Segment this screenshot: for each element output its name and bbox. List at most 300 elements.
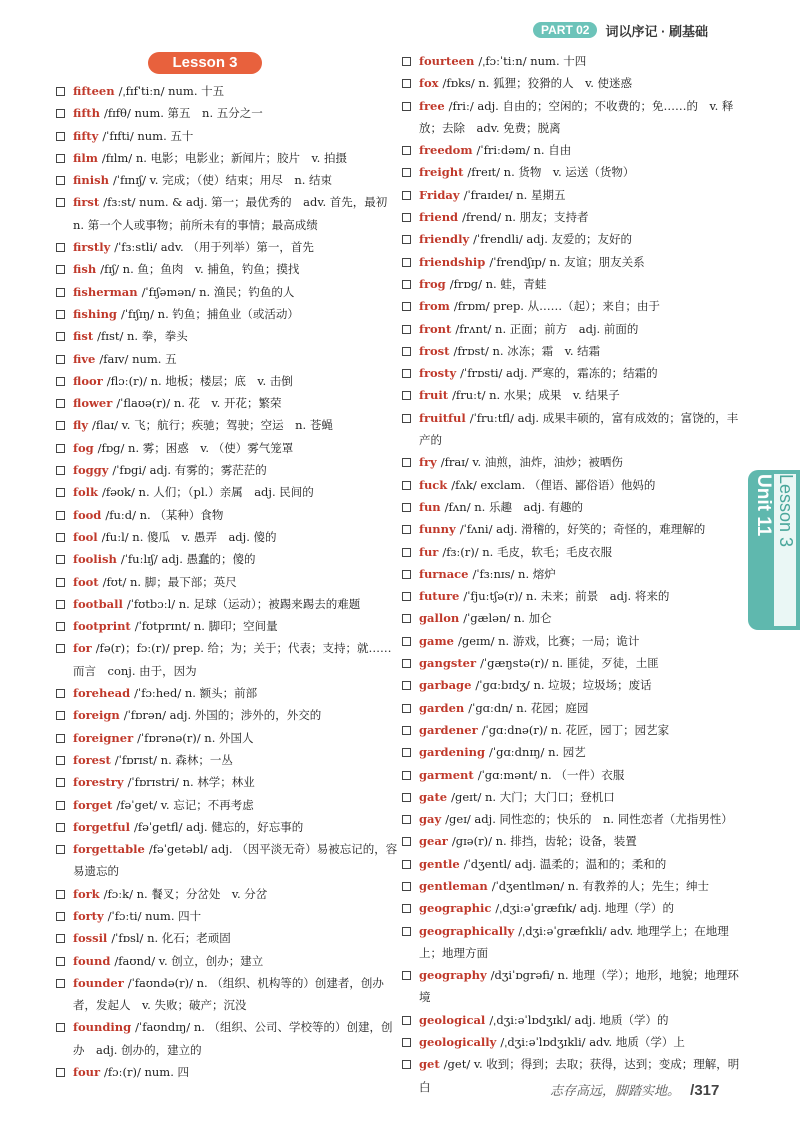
- definition: /dʒiˈɒgrəfi/ n. 地理（学）；地形，地貌；地理环境: [419, 968, 739, 1005]
- definition: /ˈfuːlɪʃ/ adj. 愚蠢的；傻的: [120, 552, 256, 567]
- vocab-entry: [402, 697, 747, 719]
- vocab-entry: [402, 50, 747, 72]
- checkbox-icon[interactable]: [402, 927, 411, 936]
- headword: frost: [419, 343, 450, 358]
- headword: garment: [419, 767, 474, 782]
- headword: film: [73, 150, 98, 165]
- definition: /ˈfaʊndə(r)/ n. （组织、机构等的）创建者，创办者，发起人 v. 失败；破产；沉没: [73, 975, 384, 1013]
- definition: /ˈfɪfti/ num. 五十: [102, 128, 194, 143]
- definition: /flaɪ/ v. 飞；航行；疾驰；驾驶；空运 n. 苍蝇: [92, 418, 333, 433]
- vocab-entry: [402, 407, 747, 452]
- checkbox-icon[interactable]: [402, 146, 411, 155]
- checkbox-icon[interactable]: [56, 488, 65, 497]
- headword: founder: [73, 975, 124, 990]
- headword: fist: [73, 329, 94, 344]
- vocab-entry: [56, 147, 401, 169]
- headword: gate: [419, 789, 448, 804]
- headword: gentle: [419, 856, 460, 871]
- headword: found: [73, 953, 111, 968]
- headword: forgetful: [73, 819, 131, 834]
- checkbox-icon[interactable]: [56, 778, 65, 787]
- checkbox-icon[interactable]: [402, 882, 411, 891]
- headword: finish: [73, 173, 109, 188]
- side-tab-lesson: Lesson 3: [774, 474, 796, 626]
- definition: /ˈfɒrɪst/ n. 森林；一丛: [114, 752, 233, 767]
- definition: /faʊnd/ v. 创立，创办；建立: [114, 953, 264, 968]
- headword: front: [419, 321, 452, 336]
- definition: /ˈfɜːstli/ adv. （用于列举）第一，首先: [114, 240, 314, 255]
- checkbox-icon[interactable]: [56, 934, 65, 943]
- checkbox-icon[interactable]: [402, 815, 411, 824]
- definition: /ˈfɒrənə(r)/ n. 外国人: [137, 730, 254, 745]
- page-header: [533, 20, 708, 40]
- definition: /ˈfɜːnɪs/ n. 熔炉: [472, 566, 556, 581]
- headword: four: [73, 1065, 101, 1080]
- unit-side-tab[interactable]: [748, 470, 800, 630]
- checkbox-icon[interactable]: [402, 614, 411, 623]
- definition: /ˈfɪʃɪŋ/ n. 钓鱼；捕鱼业（或活动）: [120, 306, 299, 321]
- definition: /gɪə(r)/ n. 排挡，齿轮；设备，装置: [451, 834, 637, 849]
- definition: /ˈfjuːtʃə(r)/ n. 未来；前景 adj. 将来的: [463, 589, 670, 604]
- checkbox-icon[interactable]: [402, 837, 411, 846]
- headword: forget: [73, 797, 113, 812]
- headword: founding: [73, 1020, 132, 1035]
- checkbox-icon[interactable]: [402, 1038, 411, 1047]
- definition: /frʌnt/ n. 正面；前方 adj. 前面的: [455, 321, 639, 336]
- definition: /freɪt/ n. 货物 v. 运送（货物）: [467, 165, 635, 180]
- headword: fork: [73, 886, 100, 901]
- vocab-entry: [56, 1061, 401, 1083]
- vocab-entry: [56, 258, 401, 280]
- checkbox-icon[interactable]: [56, 578, 65, 587]
- side-tab-unit: Unit 11: [753, 474, 774, 537]
- headword: garbage: [419, 678, 472, 693]
- headword: geographic: [419, 901, 492, 916]
- checkbox-icon[interactable]: [56, 511, 65, 520]
- vocab-entry: [402, 72, 747, 94]
- checkbox-icon[interactable]: [402, 904, 411, 913]
- checkbox-icon[interactable]: [56, 1023, 65, 1032]
- headword: fox: [419, 76, 439, 91]
- vocab-entry: [402, 206, 747, 228]
- definition: /fɪlm/ n. 电影；电影业；新闻片；胶片 v. 拍摄: [101, 150, 347, 165]
- checkbox-icon[interactable]: [402, 971, 411, 980]
- checkbox-icon[interactable]: [402, 347, 411, 356]
- vocab-entry: [402, 830, 747, 852]
- vocab-entry: [402, 95, 747, 140]
- definition: /ˈflaʊə(r)/ n. 花 v. 开花；繁荣: [116, 396, 282, 411]
- vocab-entry: [56, 794, 401, 816]
- checkbox-icon[interactable]: [56, 399, 65, 408]
- checkbox-icon[interactable]: [56, 622, 65, 631]
- headword: fool: [73, 529, 98, 544]
- headword: fun: [419, 499, 441, 514]
- definition: /geɪt/ n. 大门；大门口；登机口: [451, 789, 615, 804]
- checkbox-icon[interactable]: [56, 823, 65, 832]
- vocab-entry: [402, 875, 747, 897]
- definition: /ˈfɔːhed/ n. 额头；前部: [134, 686, 258, 701]
- checkbox-icon[interactable]: [402, 414, 411, 423]
- headword: gear: [419, 834, 448, 849]
- checkbox-icon[interactable]: [402, 102, 411, 111]
- checkbox-icon[interactable]: [56, 310, 65, 319]
- footer-motto: 志存高远，脚踏实地。: [550, 1084, 681, 1099]
- vocab-entry: [56, 348, 401, 370]
- header-title: 词以序记 · 刷基础: [605, 23, 709, 39]
- headword: five: [73, 351, 96, 366]
- definition: /fruːt/ n. 水果；成果 v. 结果子: [452, 388, 620, 403]
- vocab-entry: [56, 927, 401, 949]
- checkbox-icon[interactable]: [402, 57, 411, 66]
- checkbox-icon[interactable]: [56, 957, 65, 966]
- vocab-entry: [402, 161, 747, 183]
- vocab-entry: [56, 236, 401, 258]
- definition: /ˈfriːdəm/ n. 自由: [476, 143, 572, 158]
- definition: /ˈfʊtprɪnt/ n. 脚印；空间量: [134, 619, 278, 634]
- checkbox-icon[interactable]: [56, 1068, 65, 1077]
- definition: /ˈgɑːmənt/ n. （一件）衣服: [477, 767, 625, 782]
- vocab-entry: [56, 548, 401, 570]
- checkbox-icon[interactable]: [402, 280, 411, 289]
- definition: /frend/ n. 朋友；支持者: [462, 210, 589, 225]
- checkbox-icon[interactable]: [402, 258, 411, 267]
- vocab-entry: [402, 786, 747, 808]
- headword: fisherman: [73, 284, 138, 299]
- definition: /fraɪ/ v. 油煎，油炸，油炒；被晒伤: [440, 455, 623, 470]
- definition: /ˈfʊtbɔːl/ n. 足球（运动）；被踢来踢去的难题: [126, 596, 361, 611]
- vocab-entry: [56, 303, 401, 325]
- vocab-entry: [56, 637, 401, 682]
- headword: foggy: [73, 463, 109, 478]
- checkbox-icon[interactable]: [56, 288, 65, 297]
- headword: friendly: [419, 232, 470, 247]
- checkbox-icon[interactable]: [56, 689, 65, 698]
- headword: freight: [419, 165, 464, 180]
- checkbox-icon[interactable]: [402, 748, 411, 757]
- checkbox-icon[interactable]: [56, 600, 65, 609]
- definition: /fɜːst/ num. & adj. 第一；最优秀的 adv. 首先，最初 n. 第一个人或事物；前所未有的事情；最高成绩: [73, 195, 399, 232]
- checkbox-icon[interactable]: [402, 235, 411, 244]
- checkbox-icon[interactable]: [402, 302, 411, 311]
- headword: fossil: [73, 931, 108, 946]
- vocab-entry: [56, 704, 401, 726]
- lesson-badge: Lesson 3: [148, 52, 262, 74]
- vocab-entry: [56, 972, 401, 1017]
- headword: from: [419, 299, 450, 314]
- headword: folk: [73, 485, 98, 500]
- vocab-entry: [56, 102, 401, 124]
- checkbox-icon[interactable]: [56, 466, 65, 475]
- vocab-entry: [402, 1031, 747, 1053]
- checkbox-icon[interactable]: [402, 771, 411, 780]
- left-word-list: [56, 80, 401, 1083]
- checkbox-icon[interactable]: [402, 481, 411, 490]
- checkbox-icon[interactable]: [402, 191, 411, 200]
- definition: /ˌfɔːˈtiːn/ num. 十四: [478, 54, 587, 68]
- checkbox-icon[interactable]: [56, 154, 65, 163]
- checkbox-icon[interactable]: [402, 525, 411, 534]
- vocab-entry: [56, 481, 401, 503]
- headword: forty: [73, 908, 104, 923]
- vocab-entry: [402, 607, 747, 629]
- headword: fruit: [419, 388, 449, 403]
- headword: friend: [419, 210, 459, 225]
- definition: /ˈfrɒsti/ adj. 严寒的，霜冻的；结霜的: [460, 366, 658, 381]
- definition: /ˈgɑːbɪdʒ/ n. 垃圾；垃圾场；废话: [475, 678, 652, 693]
- headword: floor: [73, 373, 103, 388]
- right-word-list: [402, 50, 747, 1098]
- vocab-entry: [56, 950, 401, 972]
- checkbox-icon[interactable]: [56, 979, 65, 988]
- checkbox-icon[interactable]: [56, 801, 65, 810]
- definition: /geɪ/ adj. 同性恋的；快乐的 n. 同性恋者（尤指男性）: [445, 812, 733, 827]
- headword: friendship: [419, 254, 486, 269]
- checkbox-icon[interactable]: [402, 860, 411, 869]
- definition: /fəˈgetfl/ adj. 健忘的，好忘事的: [134, 819, 304, 834]
- headword: forehead: [73, 686, 131, 701]
- checkbox-icon[interactable]: [56, 555, 65, 564]
- definition: /ˈfʌni/ adj. 滑稽的，好笑的；奇怪的，难理解的: [459, 522, 706, 537]
- vocab-entry: [402, 897, 747, 919]
- definition: /ˈfrendʃɪp/ n. 友谊；朋友关系: [489, 254, 645, 269]
- headword: Friday: [419, 187, 460, 202]
- definition: /ˈgɑːdnə(r)/ n. 花匠，园丁；园艺家: [481, 722, 670, 737]
- definition: /fɪʃ/ n. 鱼；鱼肉 v. 捕鱼，钓鱼；摸找: [100, 262, 300, 277]
- checkbox-icon[interactable]: [402, 1060, 411, 1069]
- vocab-entry: [402, 563, 747, 585]
- checkbox-icon[interactable]: [402, 168, 411, 177]
- vocab-entry: [402, 273, 747, 295]
- headword: forgettable: [73, 842, 145, 857]
- checkbox-icon[interactable]: [402, 659, 411, 668]
- checkbox-icon[interactable]: [402, 793, 411, 802]
- vocab-entry: [56, 504, 401, 526]
- vocab-entry: [56, 593, 401, 615]
- checkbox-icon[interactable]: [56, 644, 65, 653]
- checkbox-icon[interactable]: [402, 503, 411, 512]
- headword: first: [73, 195, 100, 210]
- headword: for: [73, 641, 92, 656]
- checkbox-icon[interactable]: [402, 681, 411, 690]
- definition: /ˌdʒiːəˈgræfɪkli/ adv. 地理学上；在地理上；地理方面: [419, 923, 729, 960]
- headword: frosty: [419, 366, 457, 381]
- vocab-entry: [402, 518, 747, 540]
- checkbox-icon[interactable]: [56, 444, 65, 453]
- vocab-entry: [402, 362, 747, 384]
- headword: furnace: [419, 566, 469, 581]
- checkbox-icon[interactable]: [56, 132, 65, 141]
- vocab-entry: [56, 571, 401, 593]
- headword: gangster: [419, 656, 477, 671]
- checkbox-icon[interactable]: [402, 458, 411, 467]
- checkbox-icon[interactable]: [402, 592, 411, 601]
- checkbox-icon[interactable]: [56, 377, 65, 386]
- checkbox-icon[interactable]: [402, 548, 411, 557]
- definition: /ˈgælən/ n. 加仑: [463, 611, 552, 626]
- page-number: /317: [690, 1082, 720, 1099]
- vocab-entry: [56, 325, 401, 347]
- definition: /fə(r)；fɔː(r)/ prep. 给；为；关于；代表；支持；就……而言 conj. 由于，因为: [73, 641, 392, 678]
- checkbox-icon[interactable]: [402, 704, 411, 713]
- headword: get: [419, 1057, 440, 1072]
- checkbox-icon[interactable]: [56, 421, 65, 430]
- vocab-entry: [56, 414, 401, 436]
- checkbox-icon[interactable]: [56, 890, 65, 899]
- definition: /ˈfɪʃəmən/ n. 渔民；钓鱼的人: [141, 284, 295, 299]
- checkbox-icon[interactable]: [402, 369, 411, 378]
- definition: /faɪv/ num. 五: [99, 351, 177, 366]
- vocab-entry: [402, 184, 747, 206]
- headword: game: [419, 633, 454, 648]
- vocab-entry: [402, 964, 747, 1009]
- checkbox-icon[interactable]: [56, 711, 65, 720]
- vocab-entry: [56, 281, 401, 303]
- headword: gentleman: [419, 878, 488, 893]
- headword: gardener: [419, 722, 478, 737]
- vocab-entry: [402, 719, 747, 741]
- vocab-entry: [56, 816, 401, 838]
- definition: /fəˈgetəbl/ adj. （因平淡无奇）易被忘记的，容易遗忘的: [73, 842, 398, 879]
- definition: /ˈfraɪdeɪ/ n. 星期五: [463, 187, 566, 202]
- vocab-entry: [56, 125, 401, 147]
- headword: firstly: [73, 240, 111, 255]
- checkbox-icon[interactable]: [56, 845, 65, 854]
- checkbox-icon[interactable]: [56, 355, 65, 364]
- definition: /ˈfɒgi/ adj. 有雾的；雾茫茫的: [112, 463, 267, 478]
- vocab-entry: [402, 474, 747, 496]
- checkbox-icon[interactable]: [402, 570, 411, 579]
- definition: /frɒg/ n. 蛙，青蛙: [449, 276, 547, 291]
- headword: fifth: [73, 106, 100, 121]
- definition: /fɪfθ/ num. 第五 n. 五分之一: [103, 106, 263, 121]
- vocab-entry: [402, 764, 747, 786]
- definition: /ˌdʒiːəˈlɒdʒɪkli/ adv. 地质（学）上: [500, 1035, 685, 1050]
- headword: fish: [73, 262, 97, 277]
- left-column: [56, 50, 401, 1083]
- headword: geologically: [419, 1035, 497, 1050]
- headword: foreign: [73, 708, 120, 723]
- headword: freedom: [419, 143, 473, 158]
- definition: /ˈgɑːdnɪŋ/ n. 园艺: [489, 745, 586, 760]
- vocab-entry: [402, 674, 747, 696]
- headword: garden: [419, 700, 465, 715]
- definition: /friː/ adj. 自由的；空闲的；不收费的；免……的 v. 释放；去除 adv. 免费；脱离: [419, 98, 734, 135]
- definition: /fɔːk/ n. 餐叉；分岔处 v. 分岔: [103, 886, 268, 901]
- vocab-entry: [402, 630, 747, 652]
- headword: funny: [419, 522, 456, 537]
- definition: /fɜː(r)/ n. 毛皮，软毛；毛皮衣服: [442, 544, 612, 559]
- definition: /ˈfaʊndɪŋ/ n. （组织、公司、学校等的）创建，创办 adj. 创办的，建立的: [73, 1020, 393, 1057]
- page-footer: [550, 1080, 719, 1099]
- checkbox-icon[interactable]: [56, 87, 65, 96]
- checkbox-icon[interactable]: [402, 391, 411, 400]
- headword: fly: [73, 418, 89, 433]
- vocab-entry: [56, 749, 401, 771]
- checkbox-icon[interactable]: [402, 79, 411, 88]
- headword: frog: [419, 276, 446, 291]
- definition: /fɒg/ n. 雾；困惑 v. （使）雾气笼罩: [97, 440, 294, 455]
- checkbox-icon[interactable]: [56, 734, 65, 743]
- definition: /geɪm/ n. 游戏，比赛；一局；诡计: [457, 633, 640, 648]
- checkbox-icon[interactable]: [402, 637, 411, 646]
- vocab-entry: [56, 526, 401, 548]
- headword: foreigner: [73, 730, 134, 745]
- definition: /ˈfruːtfl/ adj. 成果丰硕的，富有成效的；富饶的，丰产的: [419, 410, 739, 448]
- vocab-entry: [402, 808, 747, 830]
- checkbox-icon[interactable]: [56, 912, 65, 921]
- headword: fruitful: [419, 410, 466, 425]
- definition: /flɔː(r)/ n. 地板；楼层；底 v. 击倒: [106, 373, 293, 388]
- definition: /fuːd/ n. （某种）食物: [105, 507, 224, 522]
- definition: /fʌk/ exclam. （俚语、鄙俗语）他妈的: [451, 477, 656, 492]
- headword: gardening: [419, 745, 486, 760]
- definition: /ˌfɪfˈtiːn/ num. 十五: [118, 84, 225, 98]
- checkbox-icon[interactable]: [56, 243, 65, 252]
- checkbox-icon[interactable]: [402, 726, 411, 735]
- right-column: [402, 50, 747, 1098]
- vocab-entry: [56, 437, 401, 459]
- headword: geographically: [419, 923, 515, 938]
- checkbox-icon[interactable]: [56, 756, 65, 765]
- vocab-entry: [56, 682, 401, 704]
- definition: /frɒst/ n. 冰冻；霜 v. 结霜: [453, 343, 601, 358]
- vocab-entry: [56, 905, 401, 927]
- checkbox-icon[interactable]: [56, 198, 65, 207]
- definition: /fuːl/ n. 傻瓜 v. 愚弄 adj. 傻的: [101, 529, 277, 544]
- headword: football: [73, 596, 123, 611]
- definition: /ˈfɔːti/ num. 四十: [107, 908, 202, 923]
- definition: /get/ v. 收到；得到；去取；获得，达到；变成；理解，明白: [419, 1057, 740, 1094]
- headword: gay: [419, 812, 442, 827]
- checkbox-icon[interactable]: [56, 109, 65, 118]
- checkbox-icon[interactable]: [402, 213, 411, 222]
- checkbox-icon[interactable]: [56, 332, 65, 341]
- definition: /ˈfɒsl/ n. 化石；老顽固: [111, 931, 231, 946]
- definition: /fʊt/ n. 脚；最下部；英尺: [102, 574, 237, 589]
- headword: flower: [73, 396, 113, 411]
- vocab-entry: [402, 541, 747, 563]
- vocab-entry: [402, 451, 747, 473]
- headword: fog: [73, 440, 94, 455]
- definition: /ˈdʒentlmən/ n. 有教养的人；先生；绅士: [491, 878, 709, 893]
- vocab-entry: [402, 652, 747, 674]
- headword: fuck: [419, 477, 448, 492]
- vocab-entry: [56, 459, 401, 481]
- headword: foot: [73, 574, 99, 589]
- vocab-entry: [56, 615, 401, 637]
- headword: foolish: [73, 552, 117, 567]
- checkbox-icon[interactable]: [56, 533, 65, 542]
- vocab-entry: [56, 191, 401, 236]
- checkbox-icon[interactable]: [56, 265, 65, 274]
- vocab-entry: [402, 295, 747, 317]
- headword: free: [419, 98, 445, 113]
- vocab-entry: [402, 318, 747, 340]
- headword: fishing: [73, 306, 117, 321]
- vocab-entry: [402, 384, 747, 406]
- headword: fry: [419, 455, 437, 470]
- checkbox-icon[interactable]: [402, 1016, 411, 1025]
- vocab-entry: [402, 741, 747, 763]
- checkbox-icon[interactable]: [56, 176, 65, 185]
- vocab-entry: [402, 585, 747, 607]
- headword: fur: [419, 544, 439, 559]
- headword: footprint: [73, 619, 131, 634]
- definition: /ˈfɒrɪstri/ n. 林学；林业: [127, 775, 255, 790]
- checkbox-icon[interactable]: [402, 325, 411, 334]
- vocab-entry: [402, 920, 747, 965]
- definition: /fəʊk/ n. 人们；（pl.）亲属 adj. 民间的: [101, 485, 314, 500]
